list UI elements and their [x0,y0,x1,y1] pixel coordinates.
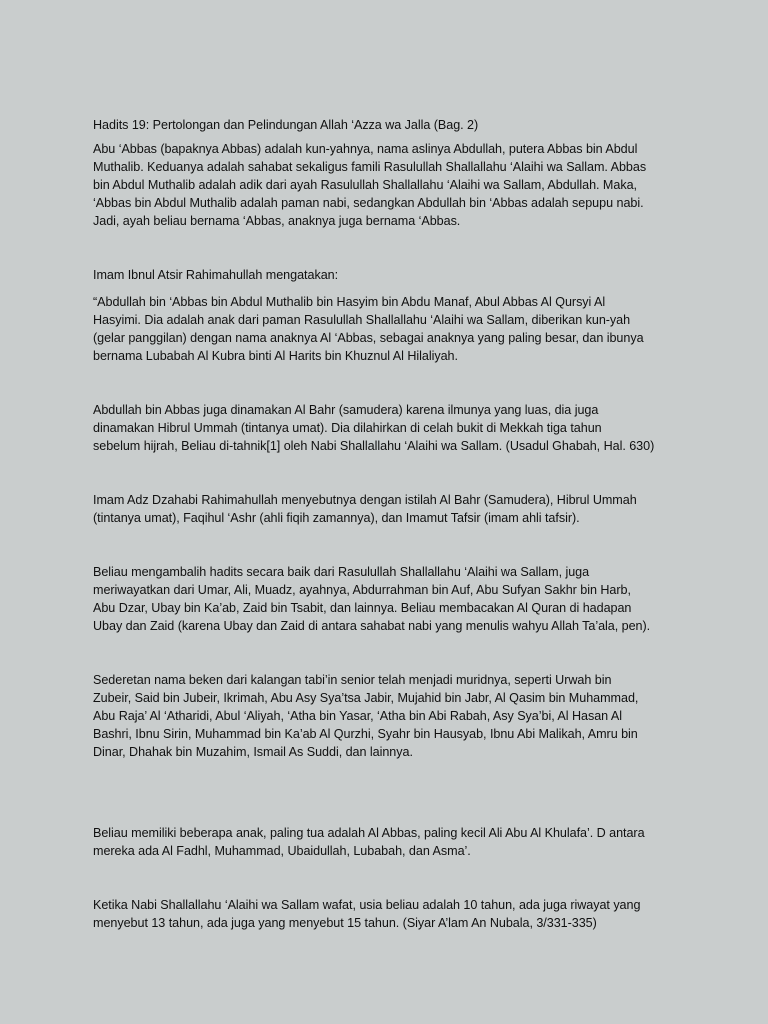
paragraph-line: Ubay dan Zaid (karena Ubay dan Zaid di antara sahabat nabi yang menulis wahyu Allah Ta’ala, pen). [93,619,651,633]
paragraph-line: Abdullah bin Abbas juga dinamakan Al Bahr (samudera) karena ilmunya yang luas, dia juga [93,403,599,417]
paragraph-murid [93,671,678,761]
paragraph-line: sebelum hijrah, Beliau di-tahnik[1] oleh Nabi Shallallahu ‘Alaihi wa Sallam. (Usadul Ghabah, Hal. 630) [93,439,655,453]
paragraph-line: Beliau mengambalih hadits secara baik dari Rasulullah Shallallahu ‘Alaihi wa Sallam, juga [93,565,590,579]
paragraph-line: dinamakan Hibrul Ummah (tintanya umat). Dia dilahirkan di celah bukit di Mekkah tiga tahun [93,421,602,435]
document-title [93,116,678,134]
paragraph-line: bernama Lubabah Al Kubra binti Al Harits bin Khuznul Al Hilaliyah. [93,349,458,363]
paragraph-riwayat [93,563,678,635]
paragraph-line: Abu ‘Abbas (bapaknya Abbas) adalah kun-yahnya, nama aslinya Abdullah, putera Abbas bin Abdul [93,142,638,156]
paragraph-line: Dinar, Dhahak bin Muzahim, Ismail As Suddi, dan lainnya. [93,745,413,759]
paragraph-line: Hasyimi. Dia adalah anak dari paman Rasulullah Shallallahu ‘Alaihi wa Sallam, diberikan kun-yah [93,313,631,327]
paragraph-line: Abu Dzar, Ubay bin Ka’ab, Zaid bin Tsabit, dan lainnya. Beliau membacakan Al Quran di hadapan [93,601,632,615]
paragraph-quote [93,293,678,365]
paragraph-kunyah [93,140,678,230]
paragraph-line: Ketika Nabi Shallallahu ‘Alaihi wa Sallam wafat, usia beliau adalah 10 tahun, ada juga riwayat yang [93,898,641,912]
paragraph-line: mereka ada Al Fadhl, Muhammad, Ubaidullah, Lubabah, dan Asma’. [93,844,471,858]
paragraph-line: (gelar panggilan) dengan nama anaknya Al ‘Abbas, sebagai anaknya yang paling besar, dan ibunya [93,331,644,345]
paragraph-line: Beliau memiliki beberapa anak, paling tua adalah Al Abbas, paling kecil Ali Abu Al Khulafa’. D antara [93,826,645,840]
paragraph-line: bin Abdul Muthalib adalah adik dari ayah Rasulullah Shallallahu ‘Alaihi wa Sallam, Abdullah. Maka, [93,178,637,192]
paragraph-line: Abu Raja’ Al ‘Atharidi, Abul ‘Aliyah, ‘Atha bin Yasar, ‘Atha bin Abi Rabah, Asy Sya’bi, Al Hasan Al [93,709,622,723]
paragraph-line: Imam Ibnul Atsir Rahimahullah mengatakan: [93,268,339,282]
paragraph-line: Sederetan nama beken dari kalangan tabi’in senior telah menjadi muridnya, seperti Urwah bin [93,673,612,687]
paragraph-anak [93,824,678,860]
title-text: Hadits 19: Pertolongan dan Pelindungan Allah ‘Azza wa Jalla (Bag. 2) [93,118,479,132]
paragraph-wafat [93,896,678,932]
paragraph-line: “Abdullah bin ‘Abbas bin Abdul Muthalib bin Hasyim bin Abdu Manaf, Abul Abbas Al Qursyi Al [93,295,606,309]
paragraph-line: (tintanya umat), Faqihul ‘Ashr (ahli fiqih zamannya), dan Imamut Tafsir (imam ahli tafsir). [93,511,580,525]
paragraph-line: Zubeir, Said bin Jubeir, Ikrimah, Abu Asy Sya’tsa Jabir, Mujahid bin Jabr, Al Qasim bin Muhammad, [93,691,639,705]
paragraph-line: Bashri, Ibnu Sirin, Muhammad bin Ka’ab Al Qurzhi, Syahr bin Hausyab, Ibnu Abi Malikah, Amru bin [93,727,638,741]
paragraph-al-bahr [93,401,678,455]
paragraph-line: Jadi, ayah beliau bernama ‘Abbas, anaknya juga bernama ‘Abbas. [93,214,461,228]
paragraph-line: Muthalib. Keduanya adalah sahabat sekaligus famili Rasulullah Shallallahu ‘Alaihi wa Sallam. Abbas [93,160,647,174]
paragraph-line: menyebut 13 tahun, ada juga yang menyebut 15 tahun. (Siyar A’lam An Nubala, 3/331-335) [93,916,597,930]
paragraph-line: meriwayatkan dari Umar, Ali, Muadz, ayahnya, Abdurrahman bin Auf, Abu Sufyan Sakhr bin Harb, [93,583,631,597]
paragraph-adz-dzahabi [93,491,678,527]
paragraph-ibnul-atsir-intro [93,266,678,284]
paragraph-line: ‘Abbas bin Abdul Muthalib adalah paman nabi, sedangkan Abdullah bin ‘Abbas adalah sepupu nabi. [93,196,644,210]
paragraph-line: Imam Adz Dzahabi Rahimahullah menyebutnya dengan istilah Al Bahr (Samudera), Hibrul Ummah [93,493,637,507]
